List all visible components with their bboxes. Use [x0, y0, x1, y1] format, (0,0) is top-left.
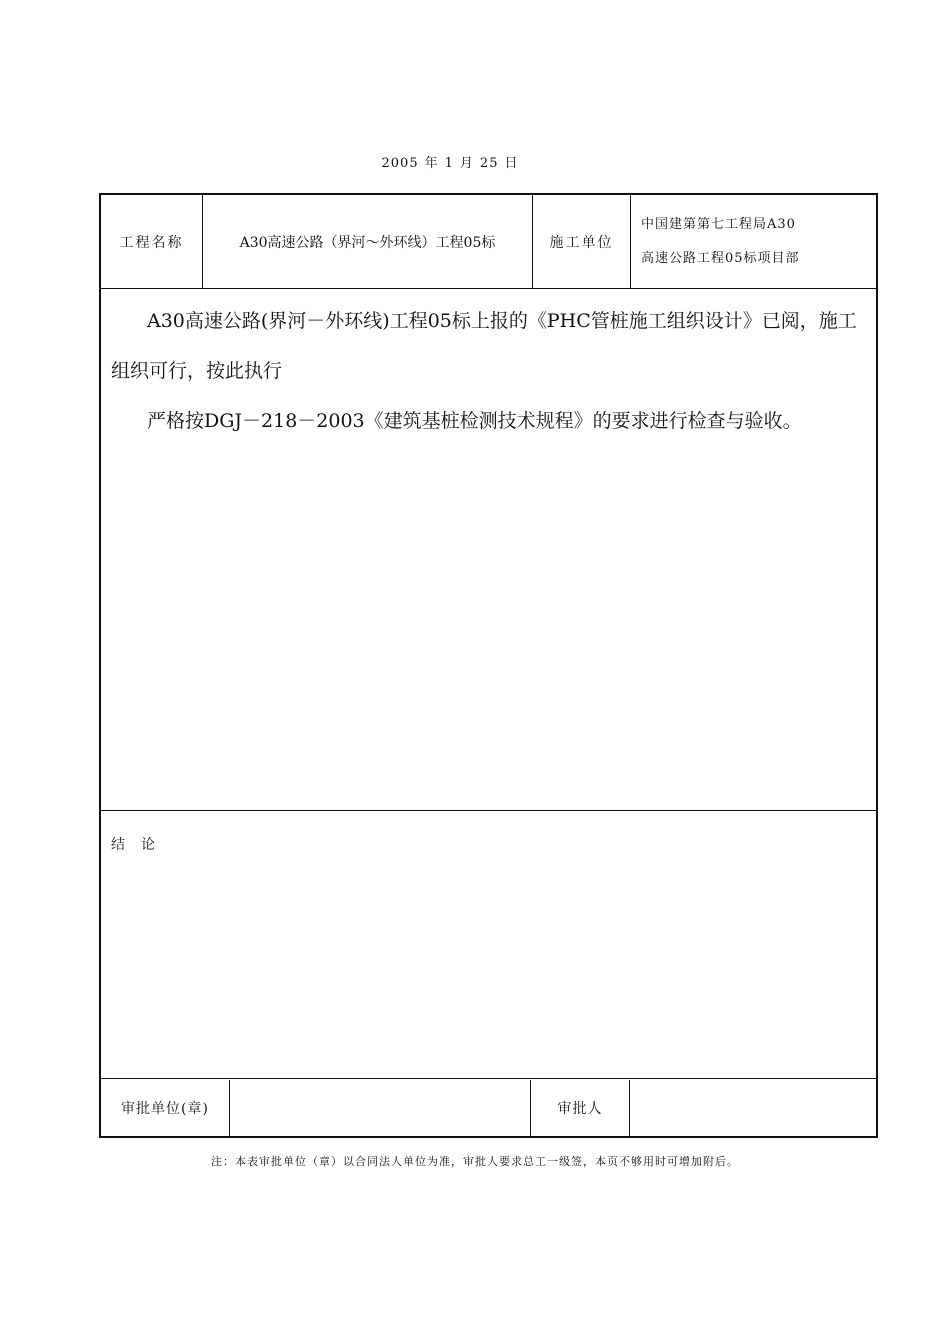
contractor-line-2: 高速公路工程05标项目部 — [641, 250, 800, 266]
conclusion-section — [101, 812, 876, 1079]
contractor-line-1: 中国建第第七工程局A30 — [641, 216, 796, 232]
footer-row — [101, 1080, 876, 1136]
review-paragraph-2: 严格按DGJ－218－2003《建筑基桩检测技术规程》的要求进行检查与验收。 — [147, 410, 802, 432]
footnote: 注：本表审批单位（章）以合同法人单位为准，审批人要求总工一级签，本页不够用时可增加附后。 — [211, 1155, 739, 1168]
review-paragraph-1: A30高速公路(界河－外环线)工程05标上报的《PHC管桩施工组织设计》已阅，施工组织可行，按此执行 — [111, 310, 857, 382]
conclusion-label: 结论 — [111, 837, 171, 853]
date-day-unit: 日 — [504, 156, 519, 171]
project-name-label: 工程名称 — [101, 195, 203, 288]
project-name-value: A30高速公路（界河～外环线）工程05标 — [203, 195, 533, 288]
date-month-unit: 月 — [459, 156, 474, 171]
review-opinion-section — [101, 289, 876, 811]
date-year-unit: 年 — [424, 156, 439, 171]
contractor-value — [631, 195, 876, 288]
approval-unit-label: 审批单位(章) — [101, 1080, 230, 1136]
date-month: 1 — [444, 156, 454, 171]
header-row — [101, 195, 876, 289]
date-line — [0, 152, 900, 171]
approval-form-table — [99, 193, 878, 1138]
date-year: 2005 — [381, 156, 419, 171]
date-day: 25 — [479, 156, 499, 171]
approver-value — [630, 1080, 876, 1136]
approver-label: 审批人 — [531, 1080, 630, 1136]
contractor-label: 施工单位 — [533, 195, 631, 288]
approval-unit-value — [230, 1080, 531, 1136]
